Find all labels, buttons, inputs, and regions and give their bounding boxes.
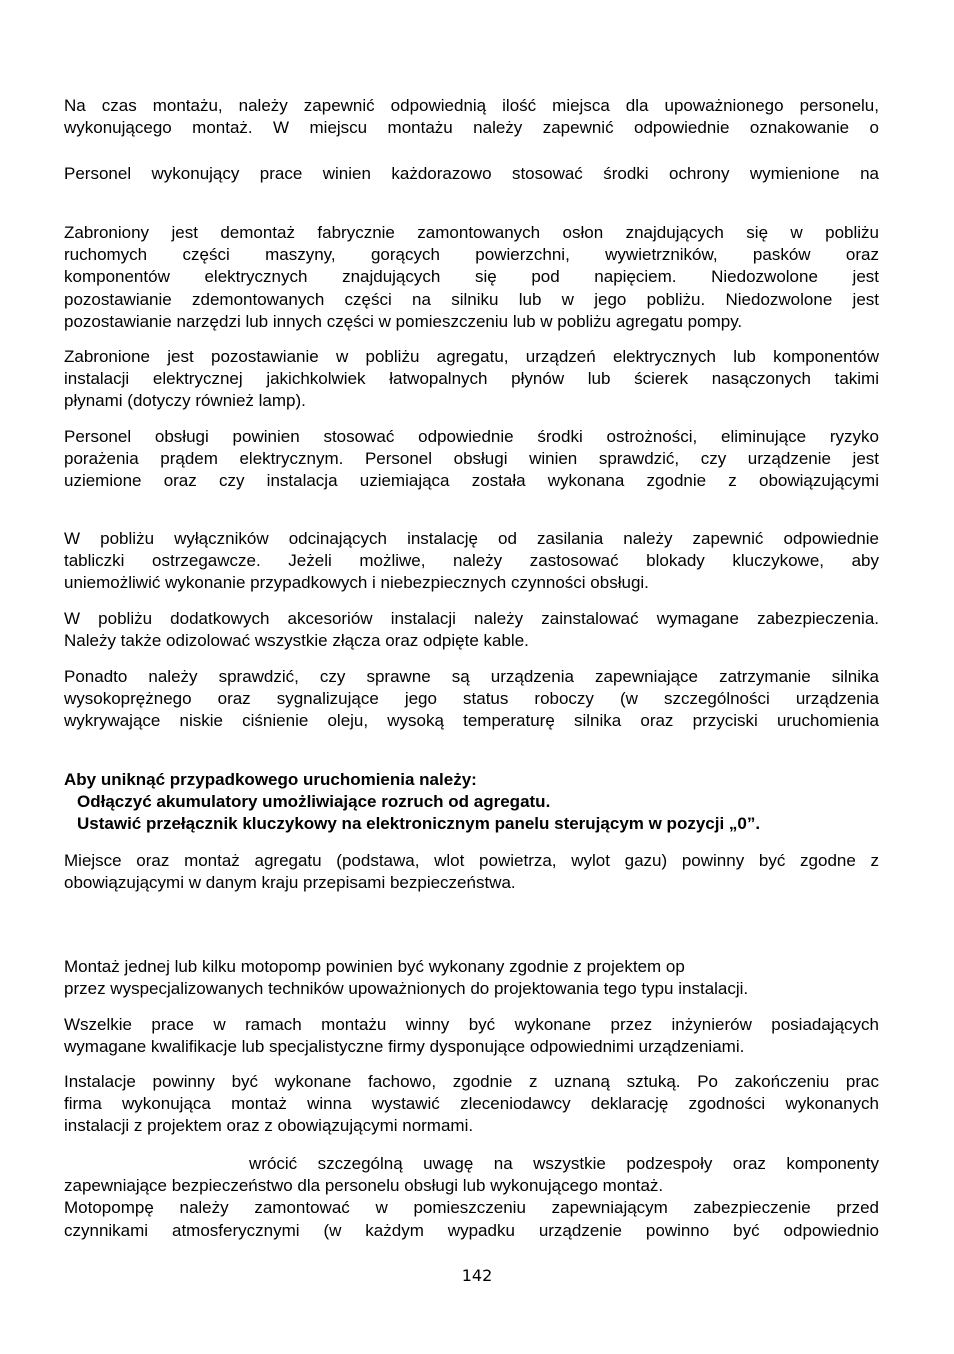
text-line: Ponadto należy sprawdzić, czy sprawne są urządzenia zapewniające zatrzymanie silnika xyxy=(64,667,879,686)
text-line: ruchomych części maszyny, gorących powierzchni, wywietrzników, pasków oraz xyxy=(64,245,879,265)
text-line: instalacji z projektem oraz z obowiązującymi normami. xyxy=(64,1116,474,1136)
paragraph-4 xyxy=(64,346,879,413)
page-number: 142 xyxy=(461,1266,493,1285)
text-line: Motopompę należy zamontować w pomieszczeniu zapewniającym zabezpieczenie przed xyxy=(64,1198,879,1218)
text-line: zapewniające bezpieczeństwo dla personelu obsługi lub wykonującego montaż. xyxy=(64,1176,664,1196)
paragraph-11 xyxy=(64,1014,879,1058)
paragraph-3 xyxy=(64,222,879,333)
text-line: Personel obsługi powinien stosować odpowiednie środki ostrożności, eliminujące ryzyko xyxy=(64,427,879,446)
paragraph-2 xyxy=(64,163,879,185)
text-line: tabliczki ostrzegawcze. Jeżeli możliwe, należy zastosować blokady kluczykowe, aby xyxy=(64,551,879,571)
warning-item: Ustawić przełącznik kluczykowy na elektronicznym panelu sterującym w pozycji „0”. xyxy=(77,814,761,834)
text-line: uziemione oraz czy instalacja uziemiająca została wykonana zgodnie z obowiązującymi xyxy=(64,471,879,491)
paragraph-7 xyxy=(64,608,879,652)
text-line: Na czas montażu, należy zapewnić odpowiednią ilość miejsca dla upoważnionego personelu, xyxy=(64,96,879,115)
text-line: uniemożliwić wykonanie przypadkowych i niebezpiecznych czynności obsługi. xyxy=(64,573,649,593)
paragraph-9 xyxy=(64,850,879,894)
text-line: przez wyspecjalizowanych techników upoważnionych do projektowania tego typu instalacji. xyxy=(64,979,749,999)
text-line: porażenia prądem elektrycznym. Personel obsługi winien sprawdzić, czy urządzenie jest xyxy=(64,449,879,469)
paragraph-10 xyxy=(64,956,879,1000)
text-line: wysokoprężnego oraz sygnalizujące jego status roboczy (w szczególności urządzenia xyxy=(64,689,879,709)
text-line: firma wykonująca montaż winna wystawić zleceniodawcy deklarację zgodności wykonanych xyxy=(64,1094,879,1114)
text-line: czynnikami atmosferycznymi (w każdym wypadku urządzenie powinno być odpowiednio xyxy=(64,1220,879,1240)
text-line: Miejsce oraz montaż agregatu (podstawa, wlot powietrza, wylot gazu) powinny być zgodne z xyxy=(64,851,879,870)
paragraph-13 xyxy=(64,1153,879,1242)
text-line: Zabroniony jest demontaż fabrycznie zamontowanych osłon znajdujących się w pobliżu xyxy=(64,223,879,242)
warning-heading: Aby uniknąć przypadkowego uruchomienia należy: xyxy=(64,770,477,789)
warning-block xyxy=(64,769,879,836)
text-line: komponentów elektrycznych znajdujących się pod napięciem. Niedozwolone jest xyxy=(64,267,879,287)
text-line: wykonującego montaż. W miejscu montażu należy zapewnić odpowiednie oznakowanie o xyxy=(64,118,879,138)
paragraph-8 xyxy=(64,666,879,733)
text-line: Personel wykonujący prace winien każdorazowo stosować środki ochrony wymienione na xyxy=(64,164,879,183)
text-line: W pobliżu wyłączników odcinających instalację od zasilania należy zapewnić odpowiednie xyxy=(64,529,879,548)
paragraph-12 xyxy=(64,1071,879,1138)
text-line: Wszelkie prace w ramach montażu winny być wykonane przez inżynierów posiadających xyxy=(64,1015,879,1034)
text-line: wykrywające niskie ciśnienie oleju, wysoką temperaturę silnika oraz przyciski uruchomienia xyxy=(64,711,879,731)
text-line: pozostawianie zdemontowanych części na silniku lub w jego pobliżu. Niedozwolone jest xyxy=(64,289,879,309)
text-line: Zabronione jest pozostawianie w pobliżu agregatu, urządzeń elektrycznych lub komponentów xyxy=(64,347,879,366)
text-line: wymagane kwalifikacje lub specjalistyczne firmy dysponujące odpowiednimi urządzeniami. xyxy=(64,1037,745,1057)
text-line: W pobliżu dodatkowych akcesoriów instalacji należy zainstalować wymagane zabezpieczenia. xyxy=(64,609,879,628)
text-line: instalacji elektrycznej jakichkolwiek łatwopalnych płynów lub ścierek nasączonych takimi xyxy=(64,369,879,389)
text-line: obowiązującymi w danym kraju przepisami bezpieczeństwa. xyxy=(64,873,516,893)
paragraph-1 xyxy=(64,95,879,139)
text-line: Montaż jednej lub kilku motopomp powinien być wykonany zgodnie z projektem op xyxy=(64,957,685,976)
text-line: Należy także odizolować wszystkie złącza oraz odpięte kable. xyxy=(64,631,529,651)
text-line: wrócić szczególną uwagę na wszystkie podzespoły oraz komponenty xyxy=(249,1154,879,1173)
paragraph-5 xyxy=(64,426,879,493)
text-line: pozostawianie narzędzi lub innych części w pomieszczeniu lub w pobliżu agregatu pompy. xyxy=(64,311,743,331)
text-line: płynami (dotyczy również lamp). xyxy=(64,391,306,411)
paragraph-6 xyxy=(64,528,879,595)
warning-item: Odłączyć akumulatory umożliwiające rozruch od agregatu. xyxy=(77,792,551,812)
text-line: Instalacje powinny być wykonane fachowo, zgodnie z uznaną sztuką. Po zakończeniu prac xyxy=(64,1072,879,1091)
